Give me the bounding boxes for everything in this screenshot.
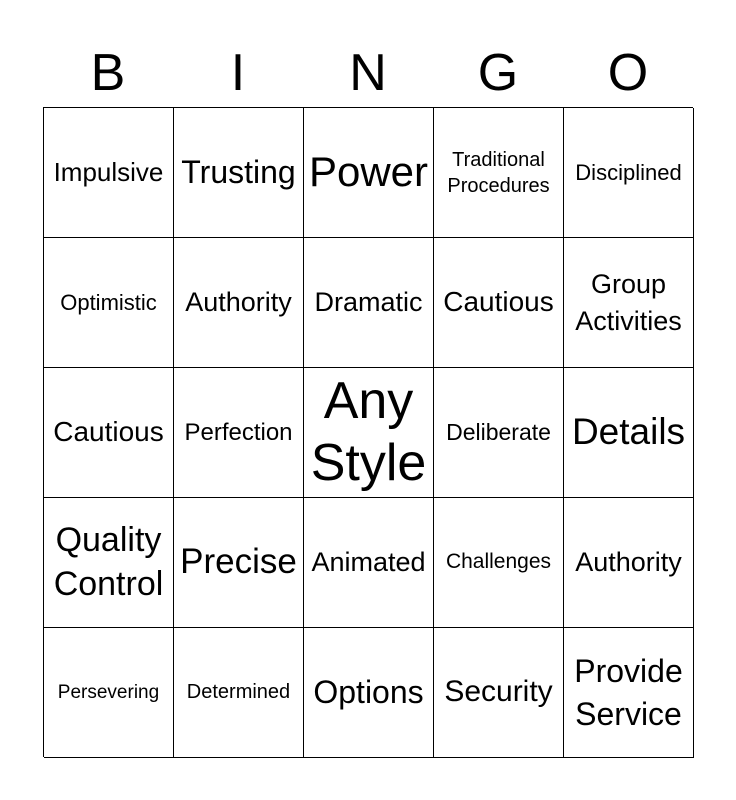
bingo-cell[interactable] — [44, 238, 174, 368]
header-letter-i: I — [230, 44, 246, 102]
bingo-cell[interactable] — [44, 498, 174, 628]
bingo-cell-text: Power — [308, 148, 429, 196]
bingo-cell-text: Cautious — [53, 416, 164, 448]
bingo-cell-text: Determined — [186, 681, 291, 703]
bingo-cell-text: Provide Service — [574, 653, 683, 732]
bingo-cell-text: Trusting — [181, 154, 296, 191]
bingo-cell-text: Perfection — [184, 418, 293, 446]
bingo-cell[interactable] — [44, 368, 174, 498]
bingo-cell-text: Quality Control — [53, 520, 164, 603]
bingo-cell[interactable] — [434, 108, 564, 238]
bingo-cell[interactable] — [434, 368, 564, 498]
bingo-cell[interactable] — [434, 628, 564, 758]
bingo-cell-text: Persevering — [57, 681, 160, 703]
bingo-cell[interactable] — [564, 368, 694, 498]
bingo-cell[interactable] — [174, 238, 304, 368]
bingo-cell[interactable] — [174, 498, 304, 628]
bingo-cell-text: Cautious — [443, 286, 554, 318]
header-letter-b: B — [90, 44, 126, 102]
bingo-cell-text: Dramatic — [314, 286, 423, 317]
bingo-cell[interactable] — [304, 628, 434, 758]
bingo-cell-text: Group Activities — [575, 269, 682, 336]
bingo-cell[interactable] — [44, 108, 174, 238]
bingo-cell[interactable] — [174, 108, 304, 238]
bingo-cell-text: Impulsive — [53, 156, 164, 187]
bingo-cell[interactable] — [564, 628, 694, 758]
bingo-cell-text: Animated — [311, 546, 426, 577]
bingo-cell[interactable] — [434, 238, 564, 368]
bingo-cell[interactable] — [564, 108, 694, 238]
header-letter-o: O — [607, 44, 649, 102]
bingo-cell-text: Any Style — [310, 372, 427, 492]
bingo-cell[interactable] — [564, 498, 694, 628]
bingo-cell-text: Deliberate — [446, 419, 551, 446]
bingo-cell[interactable] — [174, 628, 304, 758]
bingo-cell-text: Optimistic — [60, 289, 157, 315]
bingo-cell[interactable] — [304, 368, 434, 498]
bingo-cell[interactable] — [174, 368, 304, 498]
bingo-cell-text: Authority — [575, 546, 682, 577]
bingo-cell[interactable] — [304, 108, 434, 238]
bingo-board — [43, 107, 693, 757]
bingo-cell[interactable] — [304, 238, 434, 368]
bingo-cell[interactable] — [434, 498, 564, 628]
bingo-header — [43, 40, 693, 106]
bingo-cell-text: Disciplined — [575, 159, 682, 185]
header-letter-g: G — [477, 44, 519, 102]
bingo-cell-text: Options — [313, 674, 424, 711]
bingo-cell[interactable] — [564, 238, 694, 368]
bingo-cell[interactable] — [304, 498, 434, 628]
bingo-cell-text: Traditional Procedures — [447, 148, 550, 197]
header-letter-n: N — [349, 44, 387, 102]
bingo-cell-text: Security — [444, 675, 553, 709]
bingo-cell-text: Details — [571, 411, 686, 453]
bingo-cell-text: Challenges — [445, 550, 552, 574]
bingo-cell-text: Authority — [185, 286, 292, 317]
bingo-cell-text: Precise — [180, 542, 297, 582]
bingo-cell[interactable] — [44, 628, 174, 758]
